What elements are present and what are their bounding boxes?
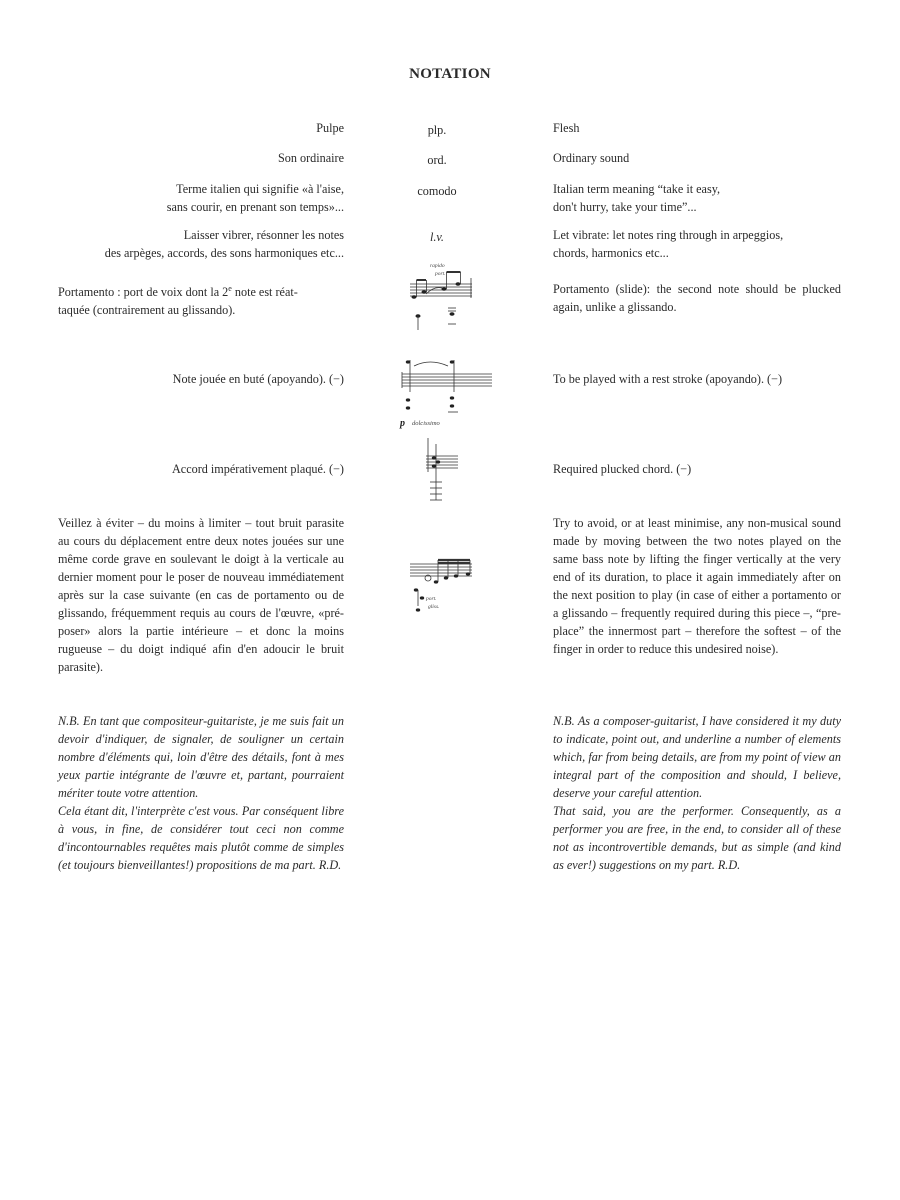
comodo-en-line2: don't hurry, take your time”... xyxy=(553,200,697,214)
note-head xyxy=(442,287,447,291)
apoyando-fr: Note jouée en buté (apoyando). (−) xyxy=(172,372,344,386)
nb-en xyxy=(553,712,841,874)
parasite-notation-figure xyxy=(408,548,488,626)
note-head xyxy=(450,360,454,363)
note-head xyxy=(406,360,410,363)
lv-symbol: l.v. xyxy=(430,230,444,244)
note-head xyxy=(416,608,420,611)
pulpe-symbol: plp. xyxy=(427,123,447,137)
slur xyxy=(414,362,448,366)
portamento-fig-label1: rapido xyxy=(430,263,445,269)
nb-fr xyxy=(58,712,344,874)
comodo-fr xyxy=(58,180,344,216)
note-head xyxy=(412,295,417,299)
note-head xyxy=(414,588,418,591)
comodo-symbol: comodo xyxy=(417,184,457,198)
parasite-fr: Veillez à éviter – du moins à limiter – tout bruit parasite au cours du déplacement entre deux notes jouées sur une même corde grave en soulevant le doigt à la verticale au dernier moment pour le poser de nouveau immédiatement après sur la case suivante (en cas de portamento ou de glissando, fréquemment requis au cours de l'œuvre, «pré-poser» alors la partie intérieure – et donc la moins rugueuse – du doigt indiqué afin d'en adoucir le bruit parasite). xyxy=(58,516,344,674)
comodo-en-line1: Italian term meaning “take it easy, xyxy=(553,182,721,196)
note-head xyxy=(450,396,454,399)
note-head xyxy=(422,290,427,294)
portamento-notation-figure xyxy=(408,258,488,338)
comodo-fr-line1: Terme italien qui signifie «à l'aise, xyxy=(176,182,344,196)
apoyando-notation-figure xyxy=(400,352,500,432)
apoyando-fig-expression: dolcissimo xyxy=(412,420,440,427)
apoyando-fig-dynamic: p xyxy=(400,418,405,429)
lv-en-line1: Let vibrate: let notes ring through in arpeggios, xyxy=(553,228,784,242)
note-head xyxy=(406,406,410,409)
parasite-fig-label2: gliss. xyxy=(428,604,440,610)
note-head xyxy=(432,456,436,459)
note-head xyxy=(454,574,458,577)
nb-en-paragraph2: That said, you are the performer. Consequently, as a performer you are free, in the end, to consider all of these not as incontrovertible demands, but as simple (and kind as ever!) suggestions on my part. R.D. xyxy=(553,804,841,872)
note-head xyxy=(450,312,455,316)
note-head xyxy=(466,572,470,575)
ordinaire-en: Ordinary sound xyxy=(553,151,630,165)
chord-notation-figure xyxy=(422,436,462,510)
comodo-fr-line2: sans courir, en prenant son temps»... xyxy=(166,200,344,214)
portamento-fig-label2: port. xyxy=(435,271,446,277)
lv-fr-line1: Laisser vibrer, résonner les notes xyxy=(183,228,344,242)
nb-fr-paragraph2: Cela étant dit, l'interprète c'est vous. Par conséquent libre à vous, in fine, de considérer tout ceci non comme d'incontournables requêtes mais plutôt comme de simples (et toujours bienveillantes!) propositions de ma part. R.D. xyxy=(58,804,344,872)
ordinaire-symbol: ord. xyxy=(427,153,447,167)
portamento-fr: Portamento : port de voix dont la 2e note est réat- taquée (contrairement au glissando). xyxy=(58,284,298,318)
lv-fr-line2: des arpèges, accords, des sons harmoniques etc... xyxy=(104,246,344,260)
note-head xyxy=(456,282,461,286)
apoyando-en: To be played with a rest stroke (apoyando). (−) xyxy=(553,372,783,386)
note-head xyxy=(444,576,448,579)
nb-fr-paragraph1: N.B. En tant que compositeur-guitariste, je me suis fait un devoir d'indiquer, de signaler, de souligner un certain nombre d'éléments qui, loin d'être des détails, font à mes yeux partie intégrante de l'œuvre et, partant, pourraient mériter toute votre attention. xyxy=(58,714,344,800)
comodo-en xyxy=(553,180,841,216)
lv-en-line2: chords, harmonics etc... xyxy=(553,246,669,260)
note-head xyxy=(420,596,424,599)
portamento-en: Portamento (slide): the second note should be plucked again, unlike a glissando. xyxy=(553,282,841,314)
nb-en-paragraph1: N.B. As a composer-guitarist, I have considered it my duty to indicate, point out, and underline a number of elements which, far from being details, are from my point of view an integral part of the composition and should, I believe, deserve your careful attention. xyxy=(553,714,841,800)
note-head xyxy=(450,404,454,407)
lv-fr xyxy=(58,226,344,262)
chord-fr: Accord impérativement plaqué. (−) xyxy=(171,462,344,476)
pulpe-en: Flesh xyxy=(553,121,580,135)
pulpe-fr: Pulpe xyxy=(316,121,344,135)
note-head xyxy=(436,460,440,463)
lv-en xyxy=(553,226,841,262)
note-head xyxy=(406,398,410,401)
parasite-fig-label1: port. xyxy=(426,596,437,602)
ordinaire-fr: Son ordinaire xyxy=(277,151,344,165)
note-head xyxy=(434,580,438,583)
page-title: NOTATION xyxy=(409,66,491,82)
chord-en: Required plucked chord. (−) xyxy=(553,462,692,476)
note-head xyxy=(432,464,436,467)
parasite-en: Try to avoid, or at least minimise, any non-musical sound made by moving between the two notes played on the same bass note by lifting the finger vertically at the very end of its duration, to place it again immediately after on the next position to play (in case of either a portamento or a glissando – frequently required during this piece –, “pre-place” the innermost part – therefore the softest – of the finger in order to reduce this undesired noise). xyxy=(553,516,841,656)
